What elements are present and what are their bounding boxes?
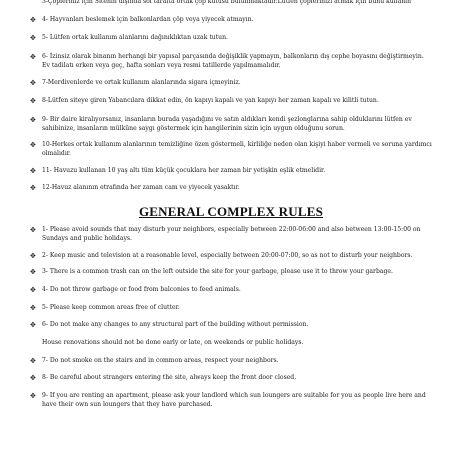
- list-item: [30, 304, 432, 313]
- list-item: [30, 0, 432, 7]
- rule-text: 7-Merdivenlerde ve ortak kullanım alanlarında sigara içmeyiniz.: [42, 78, 241, 86]
- list-item: [30, 226, 432, 243]
- rule-text: 4- Do not throw garbage or food from balconies to feed animals.: [42, 285, 241, 293]
- rule-text: 4- Hayvanları beslemek için balkonlardan çöp veya yiyecek atmayın.: [42, 15, 254, 23]
- rule-text: 3- There is a common trash can on the left outside the site for your garbage, please use it to throw your garbage.: [42, 268, 393, 276]
- rule-text: 6- İzinsiz olarak binanın herhangi bir yapısal parçasında değişiklik yapmayın, balkonların dış cephe boyasını değiştirmeyin. Ev tadilatı erken veya geç, hafta sonları veya resmi tatillerde yapılmamalıdır.: [42, 53, 424, 69]
- bullet-icon: ✥: [30, 53, 36, 62]
- list-item: [30, 268, 432, 277]
- rule-text: 7- Do not smoke on the stairs and in common areas, respect your neighbors.: [42, 356, 279, 364]
- rule-text: 12-Havuz alanının etrafında her zaman cam ve yiyecek yasaktır.: [42, 184, 240, 192]
- bullet-icon: ✥: [30, 356, 36, 365]
- rule-text: 6- Do not make any changes to any structural part of the building without permission.: [42, 321, 309, 329]
- section-heading: GENERAL COMPLEX RULES: [138, 204, 324, 220]
- bullet-icon: ✥: [30, 34, 36, 43]
- list-item: [30, 184, 432, 193]
- bullet-icon: ✥: [30, 184, 36, 193]
- rule-text: 10-Herkes ortak kullanım alanlarının temizliğine özen göstermeli, kirliliğe neden olan kişiyi haber vermeli ve soruna yardımcı olmalıdır.: [42, 141, 432, 158]
- bullet-icon: ✥: [30, 285, 36, 294]
- rule-text: 3-Çöpleriniz için Sitenin dışında sol tarafta ortak çöp kutusu bulunmaktadır.Lütfen çöplerinizi atmak için bunu kullanın: [42, 0, 411, 5]
- turkish-rules-list: [30, 0, 432, 193]
- bullet-icon: ✥: [30, 166, 36, 175]
- list-item: [30, 339, 432, 348]
- list-item: [30, 53, 432, 70]
- list-item: [30, 321, 432, 330]
- bullet-icon: ✥: [30, 268, 36, 277]
- list-item: [30, 167, 432, 176]
- bullet-icon: ✥: [30, 15, 36, 24]
- bullet-icon: ✥: [30, 392, 36, 401]
- bullet-icon: ✥: [30, 251, 36, 260]
- list-item: [30, 286, 432, 295]
- rule-text: 5- Lütfen ortak kullanım alanlarını dağınıklıktan uzak tutun.: [42, 34, 228, 42]
- list-item: [30, 79, 432, 88]
- list-item: [30, 374, 432, 383]
- rule-text: 9- Bir daire kiralıyorsanız, insanların burada yaşadığını ve satın aldıkları kendi şezlonglarına sahip olduklarını lütfen ev sahibinize, insanların mülküne saygı göstermek için hangilerinin sizin için uygun olduğunu sorun.: [42, 115, 412, 132]
- list-item: [30, 392, 432, 409]
- list-item: [30, 116, 432, 133]
- rule-text: 8-Lütfen siteye giren Yabancılara dikkat edin, ön kapıyı kapalı ve yan kapıyı her zaman kapalı ve kilitli tutun.: [42, 97, 379, 105]
- list-item: [30, 252, 432, 261]
- list-item: [30, 141, 432, 158]
- rule-text: 9- If you are renting an apartment, please ask your landlord which sun loungers are suitable for you as people live here and have their own sun loungers that they have purchased.: [42, 392, 426, 408]
- list-item: [30, 97, 432, 106]
- bullet-icon: ✥: [30, 115, 36, 124]
- bullet-icon: ✥: [30, 374, 36, 383]
- bullet-icon: ✥: [30, 226, 36, 235]
- list-item: [30, 16, 432, 25]
- rule-text: 2- Keep music and television at a reasonable level, especially between 20:00-07:00, so as not to disturb your neighbors.: [42, 251, 413, 259]
- bullet-icon: ✥: [30, 97, 36, 106]
- english-rules-list: [30, 226, 432, 409]
- rule-text: 5- Please keep common areas free of clutter.: [42, 303, 180, 311]
- bullet-icon: ✥: [30, 303, 36, 312]
- rule-text: 8- Be careful about strangers entering the site, always keep the front door closed.: [42, 374, 297, 382]
- list-item: [30, 34, 432, 43]
- rule-text: House renovations should not be done early or late, on weekends or public holidays.: [42, 339, 304, 347]
- bullet-icon: ✥: [30, 141, 36, 150]
- rule-text: 1- Please avoid sounds that may disturb your neighbors, especially between 22:00-06:00 and also between 13:00-15:00 on Sundays and public holidays.: [42, 226, 421, 242]
- rule-text: 11- Havuzu kullanan 10 yaş altı tüm küçük çocuklara her zaman bir yetişkin eşlik etmelidir.: [42, 166, 326, 174]
- list-item: [30, 357, 432, 366]
- bullet-icon: ✥: [30, 78, 36, 87]
- bullet-icon: ✥: [30, 321, 36, 330]
